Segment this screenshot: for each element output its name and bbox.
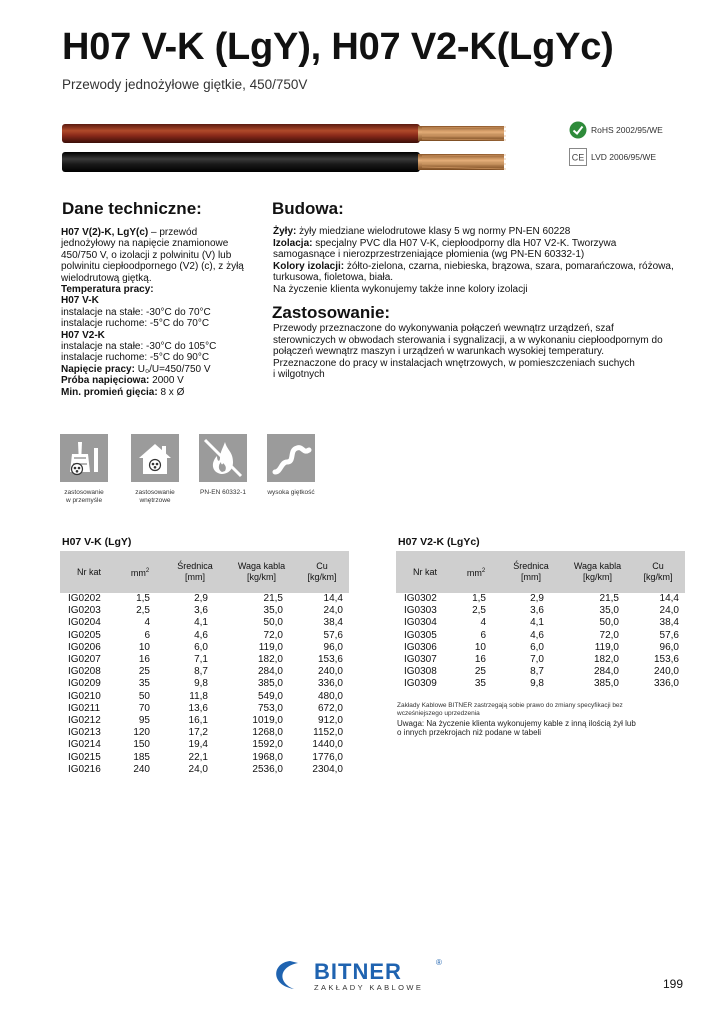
table-row xyxy=(396,678,685,690)
cell-srednica: 16,1 xyxy=(188,715,208,727)
table-right-body xyxy=(396,593,685,691)
table-row xyxy=(60,654,349,666)
cell-cu: 2304,0 xyxy=(312,763,343,775)
cell-mm: 240 xyxy=(133,763,150,775)
table-row xyxy=(60,739,349,751)
ce-mark-icon xyxy=(569,148,587,166)
cell-srednica: 9,8 xyxy=(530,678,544,690)
cell-srednica: 9,8 xyxy=(194,678,208,690)
cell-nr: IG0210 xyxy=(68,690,101,702)
cell-mm: 35 xyxy=(474,678,486,690)
cell-nr: IG0206 xyxy=(68,641,101,653)
cell-nr: IG0308 xyxy=(404,666,437,678)
rohs-label: RoHS 2002/95/WE xyxy=(591,125,663,135)
cell-mm: 2,5 xyxy=(136,605,150,617)
cell-waga: 72,0 xyxy=(263,629,283,641)
cell-mm: 10 xyxy=(138,641,150,653)
cell-srednica: 6,0 xyxy=(194,641,208,653)
cell-cu: 240,0 xyxy=(317,666,343,678)
disclaimer-note: Zakłady Kablowe BITNER zastrzegają sobie prawo do zmiany specyfikacji bez wcześniejszego uprzedzenia xyxy=(397,702,623,717)
cell-nr: IG0304 xyxy=(404,617,437,629)
cell-waga: 21,5 xyxy=(599,593,619,604)
logo-tagline: ZAKŁADY KABLOWE xyxy=(314,983,424,992)
logo-swoosh xyxy=(276,961,298,989)
cell-srednica: 11,8 xyxy=(189,690,208,702)
cell-waga: 284,0 xyxy=(257,666,283,678)
table-right-title: H07 V2-K (LgYc) xyxy=(398,536,480,548)
cell-waga: 119,0 xyxy=(594,641,619,653)
cell-waga: 284,0 xyxy=(593,666,619,678)
cell-mm: 70 xyxy=(138,702,150,714)
cell-waga: 50,0 xyxy=(599,617,619,629)
cell-mm: 95 xyxy=(138,715,150,727)
cell-waga: 182,0 xyxy=(593,654,619,666)
cell-srednica: 7,0 xyxy=(530,654,544,666)
logo-brand: BITNER xyxy=(314,959,402,984)
page-title: H07 V-K (LgY), H07 V2-K(LgYc) xyxy=(62,26,614,68)
cell-waga: 1968,0 xyxy=(252,751,283,763)
cell-waga: 119,0 xyxy=(258,641,283,653)
cell-mm: 6 xyxy=(480,629,486,641)
cell-nr: IG0212 xyxy=(68,715,101,727)
table-row xyxy=(60,727,349,739)
flexibility-label: wysoka giętkość xyxy=(267,489,315,496)
no-flame-icon xyxy=(199,434,247,482)
col-mm: $mm^2$ xyxy=(454,551,498,593)
cell-nr: IG0213 xyxy=(68,727,101,739)
cell-srednica: 6,0 xyxy=(530,641,544,653)
budowa-heading: Budowa: xyxy=(272,199,344,218)
table-left-header xyxy=(60,551,349,593)
col-waga: Waga kabla [kg/km] xyxy=(228,551,295,593)
table-row xyxy=(60,752,349,764)
cell-nr: IG0202 xyxy=(68,593,101,604)
page-subtitle: Przewody jednożyłowe giętkie, 450/750V xyxy=(62,77,308,92)
cell-cu: 1776,0 xyxy=(312,751,343,763)
cell-srednica: 4,6 xyxy=(194,629,208,641)
cell-waga: 385,0 xyxy=(257,678,283,690)
cell-cu: 14,4 xyxy=(659,593,679,604)
cell-cu: 1152,0 xyxy=(313,727,343,739)
table-row xyxy=(60,666,349,678)
cell-cu: 480,0 xyxy=(317,690,343,702)
cell-cu: 153,6 xyxy=(653,654,679,666)
cell-cu: 912,0 xyxy=(317,715,343,727)
bitner-logo xyxy=(268,955,448,995)
house-icon xyxy=(131,434,179,482)
cell-nr: IG0203 xyxy=(68,605,101,617)
cell-cu: 24,0 xyxy=(659,605,679,617)
cell-waga: 753,0 xyxy=(257,702,283,714)
cell-srednica: 17,2 xyxy=(188,727,208,739)
zastosowanie-heading: Zastosowanie: xyxy=(272,303,391,322)
cell-nr: IG0216 xyxy=(68,763,101,775)
cell-waga: 1592,0 xyxy=(252,739,283,751)
cell-waga: 1268,0 xyxy=(252,727,283,739)
table-row xyxy=(396,642,685,654)
cell-mm: 25 xyxy=(138,666,150,678)
dane-heading: Dane techniczne: xyxy=(62,199,202,218)
table-row xyxy=(60,703,349,715)
cell-nr: IG0211 xyxy=(68,702,101,714)
cell-srednica: 2,9 xyxy=(194,593,208,604)
cell-srednica: 13,6 xyxy=(188,702,208,714)
cell-cu: 38,4 xyxy=(323,617,343,629)
col-waga: Waga kabla [kg/km] xyxy=(564,551,631,593)
table-row xyxy=(396,605,685,617)
cell-cu: 38,4 xyxy=(659,617,679,629)
flexible-cable-icon xyxy=(267,434,315,482)
cell-waga: 182,0 xyxy=(257,654,283,666)
house-label: zastosowanie wnętrzowe xyxy=(135,489,175,504)
cell-nr: IG0209 xyxy=(68,678,101,690)
cell-cu: 336,0 xyxy=(653,678,679,690)
cell-srednica: 8,7 xyxy=(530,666,544,678)
cell-srednica: 19,4 xyxy=(188,739,208,751)
uwaga-note: Uwaga: Na życzenie klienta wykonujemy kable z inną ilością żył lub o innych przekrojach niż podane w tabeli xyxy=(397,719,636,738)
table-row xyxy=(60,605,349,617)
cell-mm: 50 xyxy=(138,690,150,702)
cell-srednica: 4,1 xyxy=(530,617,544,629)
cell-cu: 57,6 xyxy=(323,629,343,641)
cell-mm: 120 xyxy=(133,727,150,739)
cell-nr: IG0309 xyxy=(404,678,437,690)
cell-nr: IG0205 xyxy=(68,629,101,641)
cell-waga: 35,0 xyxy=(599,605,619,617)
svg-text:CE: CE xyxy=(571,152,585,163)
industry-icon xyxy=(60,434,108,482)
table-right xyxy=(396,551,685,691)
logo-registered: ® xyxy=(436,958,442,967)
cell-srednica: 4,6 xyxy=(530,629,544,641)
col-cu: Cu [kg/km] xyxy=(631,551,685,593)
cell-srednica: 7,1 xyxy=(194,654,208,666)
table-row xyxy=(396,654,685,666)
cell-nr: IG0307 xyxy=(404,654,437,666)
table-left xyxy=(60,551,349,776)
cell-mm: 1,5 xyxy=(136,593,150,604)
cell-srednica: 22,1 xyxy=(188,751,208,763)
table-row xyxy=(60,678,349,690)
col-cu: Cu [kg/km] xyxy=(295,551,349,593)
col-srednica: Średnica [mm] xyxy=(498,551,564,593)
cell-waga: 50,0 xyxy=(263,617,283,629)
cell-mm: 1,5 xyxy=(472,593,486,604)
cable-image xyxy=(62,122,512,176)
black-cable xyxy=(62,152,420,172)
flame-standard-label: PN-EN 60332-1 xyxy=(200,489,246,496)
industry-label: zastosowanie w przemyśle xyxy=(64,489,104,504)
cell-waga: 21,5 xyxy=(263,593,283,604)
cell-cu: 57,6 xyxy=(659,629,679,641)
cell-mm: 6 xyxy=(144,629,150,641)
cell-waga: 2536,0 xyxy=(252,763,283,775)
cell-cu: 96,0 xyxy=(323,641,343,653)
cell-waga: 385,0 xyxy=(593,678,619,690)
cell-cu: 672,0 xyxy=(317,702,343,714)
table-row xyxy=(60,764,349,776)
cell-cu: 24,0 xyxy=(323,605,343,617)
lvd-cert xyxy=(569,148,656,166)
cell-waga: 72,0 xyxy=(599,629,619,641)
cell-cu: 240,0 xyxy=(653,666,679,678)
cell-nr: IG0305 xyxy=(404,629,437,641)
table-row xyxy=(60,630,349,642)
col-mm: $mm^2$ xyxy=(118,551,162,593)
cell-srednica: 3,6 xyxy=(530,605,544,617)
cell-mm: 35 xyxy=(138,678,150,690)
cell-cu: 336,0 xyxy=(317,678,343,690)
table-row xyxy=(396,593,685,605)
dane-text: H07 V(2)-K, LgY(c) – przewód jednożyłowy na napięcie znamionowe 450/750 V, o izolacji z polwinitu (V) lub polwinitu ciepłoodpornego (V2) (c), z żyłą wielodrutową giętką. Temperatura pracy: H07 V-K instalacje na stałe: -30°C do 70°C instalacje ruchome: -5°C do 70°C H07 V2-K instalacje na stałe: -30°C do 105°C instalacje ruchome: -5°C do 90°C Napięcie pracy: U₀/U=450/750 V Próba napięciowa: 2000 V Min. promień gięcia: 8 x Ø xyxy=(61,227,244,398)
cell-nr: IG0306 xyxy=(404,641,437,653)
cell-mm: 16 xyxy=(138,654,150,666)
cell-cu: 96,0 xyxy=(659,641,679,653)
cell-nr: IG0302 xyxy=(404,593,437,604)
table-left-title: H07 V-K (LgY) xyxy=(62,536,132,548)
table-row xyxy=(60,642,349,654)
cell-nr: IG0208 xyxy=(68,666,101,678)
cell-nr: IG0204 xyxy=(68,617,101,629)
rohs-cert xyxy=(569,121,663,139)
cell-waga: 1019,0 xyxy=(252,715,283,727)
table-row xyxy=(60,691,349,703)
table-row xyxy=(60,715,349,727)
cell-mm: 2,5 xyxy=(472,605,486,617)
cell-mm: 150 xyxy=(133,739,150,751)
zastosowanie-text: Przewody przeznaczone do wykonywania połączeń wewnątrz urządzeń, szaf sterowniczych w obwodach sterowania i sygnalizacji, a w wykonaniu ciepłoodpornym do połączeń wewnątrz maszyn i urządzeń w warunkach wysokiej temperatury. Przeznaczone do pracy w instalacjach wnętrzowych, w pomieszczeniach suchych i wilgotnych xyxy=(273,323,663,381)
cell-nr: IG0215 xyxy=(68,751,101,763)
table-row xyxy=(396,630,685,642)
table-right-header xyxy=(396,551,685,593)
cell-nr: IG0214 xyxy=(68,739,101,751)
table-left-body xyxy=(60,593,349,776)
cell-srednica: 2,9 xyxy=(530,593,544,604)
col-nr: Nr kat xyxy=(60,551,118,593)
cell-waga: 35,0 xyxy=(263,605,283,617)
lvd-label: LVD 2006/95/WE xyxy=(591,152,657,162)
cell-mm: 4 xyxy=(480,617,486,629)
cell-nr: IG0207 xyxy=(68,654,101,666)
col-srednica: Średnica [mm] xyxy=(162,551,228,593)
table-row xyxy=(396,666,685,678)
red-cable xyxy=(62,124,420,143)
budowa-text: Żyły: żyły miedziane wielodrutowe klasy 5 wg normy PN-EN 60228 Izolacja: specjalny PVC dla H07 V-K, ciepłoodporny dla H07 V2-K. Tworzywa samogasnące i nierozprzestrzeniające płomienia (wg PN-EN 60332-1) Kolory izolacji: żółto-zielona, czarna, niebieska, brązowa, szara, pomarańczowa, różowa, turkusowa, fioletowa, biała. Na życzenie klienta wykonujemy także inne kolory izolacji xyxy=(273,226,674,295)
cell-cu: 14,4 xyxy=(323,593,343,604)
cell-nr: IG0303 xyxy=(404,605,437,617)
cell-srednica: 4,1 xyxy=(194,617,208,629)
cell-mm: 10 xyxy=(474,641,486,653)
table-row xyxy=(60,617,349,629)
page-number: 199 xyxy=(663,977,684,991)
table-row xyxy=(60,593,349,605)
cell-cu: 1440,0 xyxy=(312,739,343,751)
cell-mm: 185 xyxy=(133,751,150,763)
table-row xyxy=(396,617,685,629)
col-nr: Nr kat xyxy=(396,551,454,593)
cell-mm: 25 xyxy=(474,666,486,678)
cell-srednica: 8,7 xyxy=(194,666,208,678)
rohs-check-icon xyxy=(569,121,587,139)
cell-srednica: 24,0 xyxy=(188,763,208,775)
cell-cu: 153,6 xyxy=(317,654,343,666)
cell-waga: 549,0 xyxy=(257,690,283,702)
cell-srednica: 3,6 xyxy=(194,605,208,617)
cell-mm: 4 xyxy=(144,617,150,629)
cell-mm: 16 xyxy=(474,654,486,666)
